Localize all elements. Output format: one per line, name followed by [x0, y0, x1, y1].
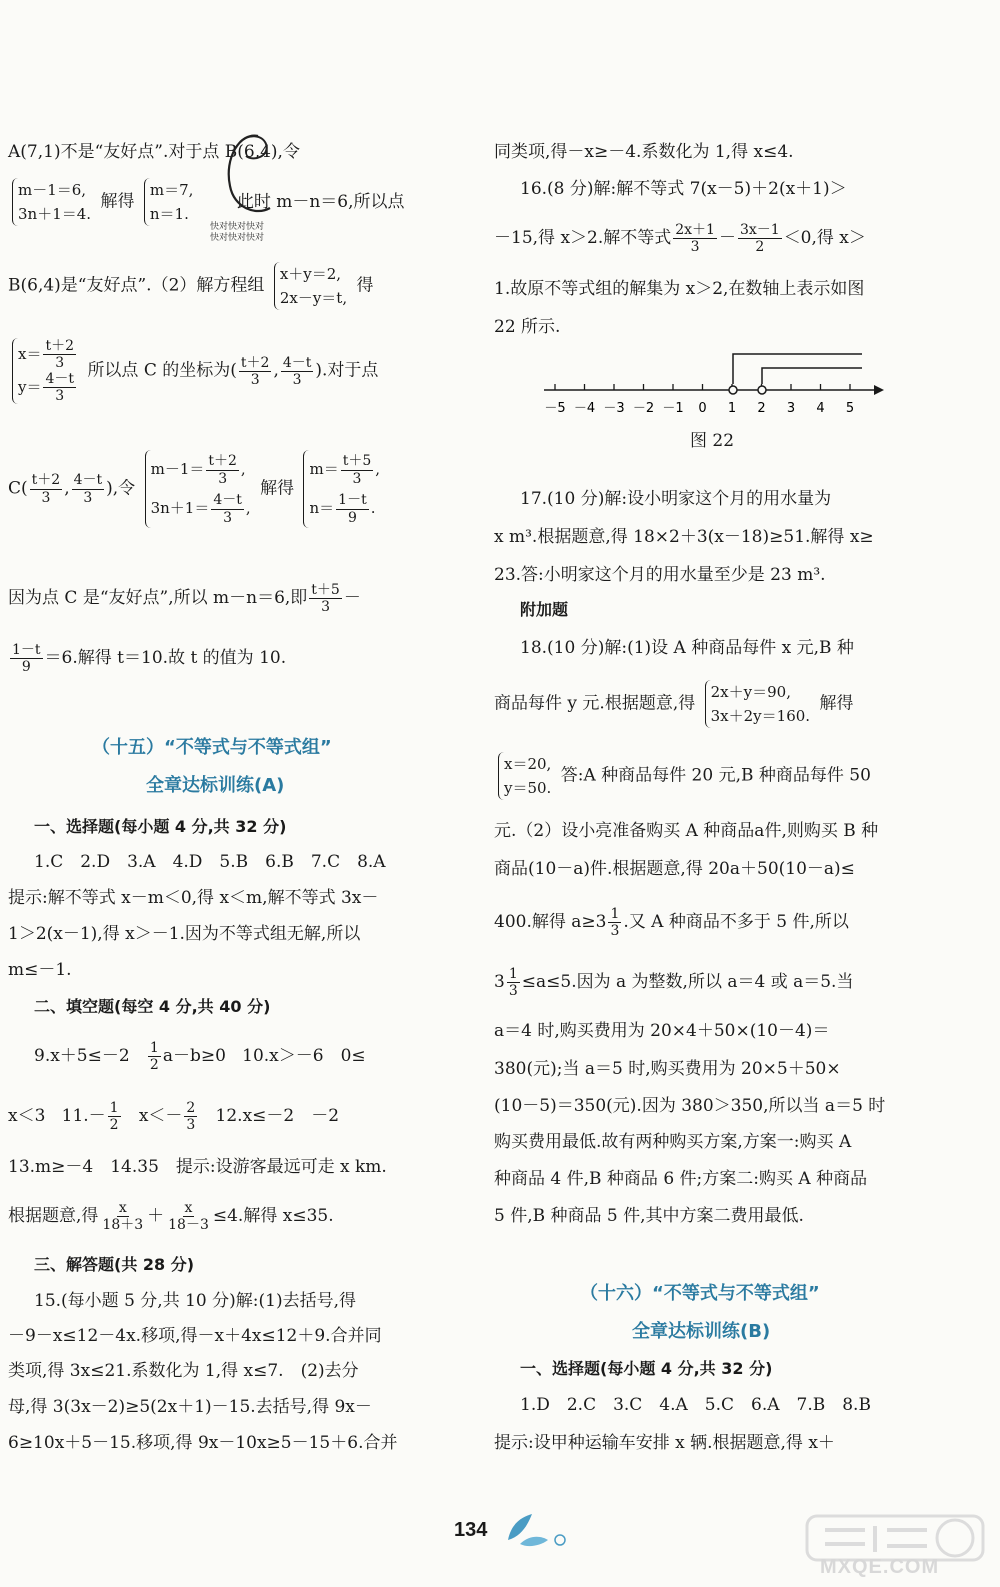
answer-line: 1.D 2.C 3.C 4.A 5.C 6.A 7.B 8.B [520, 1395, 871, 1415]
text-line: 17.(10 分)解:设小明家这个月的用水量为 [520, 489, 832, 509]
watermark-text: MXQE.COM [820, 1556, 940, 1578]
handwritten-scribble [210, 128, 290, 228]
equation-system [12, 178, 91, 226]
text-line: A(7,1)不是“友好点”.对于点 B(6,4),令 [8, 142, 300, 162]
fraction: $\frac{t+2}{3}$ [31, 472, 61, 506]
section-heading: 附加题 [520, 600, 569, 619]
stamp-text: 快对快对快对 快对快对快对 [210, 222, 265, 243]
text: 解得 [260, 478, 295, 499]
figure-caption: 图 22 [690, 431, 735, 451]
text-line: 类项,得 3x≤21.系数化为 1,得 x≤7. (2)去分 [8, 1361, 359, 1381]
fraction: $\frac{x}{18+3}$ [102, 1200, 144, 1234]
equation: n＝1. [149, 205, 189, 223]
equation-system [144, 178, 194, 226]
answer-line: 9.x＋5≤－2 $\frac{1}{2}$ a－b≥0 10.x＞－6 0≤ [34, 1040, 366, 1074]
equation: n＝ $\frac{1-t}{9}$ . [309, 492, 376, 526]
text-line: －15,得 x＞2.解不等式 $\frac{2x+1}{3}$ － $\frac{3x-1}{2}$ ＜0,得 x＞ [494, 222, 866, 256]
equation: m＝7, [149, 181, 194, 199]
equation: x＝ $\frac{t+2}{3}$ [18, 338, 75, 372]
equation: m－1＝ $\frac{t+2}{3}$ , [150, 453, 246, 487]
text-line: 1.故原不等式组的解集为 x＞2,在数轴上表示如图 [494, 279, 865, 299]
fraction: $\frac{3x-1}{2}$ [739, 222, 780, 256]
text-line: 3 $\frac{1}{3}$ ≤a≤5.因为 a 为整数,所以 a＝4 或 a＝5.当 [494, 966, 854, 1000]
tick-label: 1 [727, 401, 737, 416]
section-title: （十五）“不等式与不等式组” [92, 737, 332, 758]
text-line: 同类项,得－x≥－4.系数化为 1,得 x≤4. [494, 142, 794, 162]
tick-label: －4 [573, 401, 596, 416]
fraction: $\frac{1-t}{9}$ [12, 642, 41, 676]
text-line [8, 178, 405, 226]
text-line: $\frac{1-t}{9}$ ＝6.解得 t＝10.故 t 的值为 10. [12, 642, 287, 676]
tick-label: －5 [544, 401, 566, 416]
fraction: $\frac{x}{18-3}$ [168, 1200, 209, 1234]
text: 此时 m－n＝6,所以点 [236, 191, 405, 212]
equation: 2x－y＝t, [279, 289, 348, 307]
fraction: $\frac{1}{2}$ [149, 1040, 159, 1074]
fraction: $\frac{2x+1}{3}$ [675, 222, 715, 256]
equation-system: 2x＋y＝90, 3x＋2y＝160. [705, 680, 810, 728]
section-subtitle: 全章达标训练(B) [632, 1321, 771, 1342]
text-line: 元.（2）设小亮准备购买 A 种商品a件,则购买 B 种 [494, 821, 879, 841]
text-line: a＝4 时,购买费用为 20×4＋50×(10－4)＝ [494, 1021, 830, 1041]
text-line: 23.答:小明家这个月的用水量至少是 23 m³. [494, 565, 826, 585]
equation: 3n＋1＝ $\frac{4-t}{3}$ , [150, 492, 251, 526]
tick-label: 0 [698, 401, 707, 416]
leaf-ornament-icon [502, 1510, 572, 1550]
text-line: 提示:解不等式 x－m＜0,得 x＜m,解不等式 3x－ [8, 888, 379, 908]
text-line: m≤－1. [8, 960, 72, 980]
fraction: $\frac{4-t}{3}$ [73, 472, 103, 506]
question-heading: 一、选择题(每小题 4 分,共 32 分) [520, 1359, 773, 1378]
equation: y＝ $\frac{4-t}{3}$ [18, 371, 75, 405]
page-number: 134 [454, 1519, 488, 1541]
equation-system [145, 450, 251, 528]
text-line: 母,得 3(3x－2)≥5(2x＋1)－15.去括号,得 9x－ [8, 1397, 372, 1417]
text-line: x＝ $\frac{t+2}{3}$ y＝ $\frac{4-t}{3}$ 所以点 C 的坐标为( $\frac{t+2}{3}$ , $\frac{4-t}{3}$ ).对于点 [8, 338, 378, 404]
text-line: 16.(8 分)解:解不等式 7(x－5)＋2(x＋1)＞ [520, 179, 847, 199]
text: ).对于点 [315, 360, 379, 381]
text-line: 因为点 C 是“友好点”,所以 m－n＝6,即 $\frac{t+5}{3}$ － [8, 582, 361, 616]
open-circle [729, 386, 737, 394]
number-line-figure [540, 348, 890, 423]
fraction: $\frac{t+5}{3}$ [311, 582, 340, 616]
tick-label: －2 [632, 401, 655, 416]
text-line: 18.(10 分)解:(1)设 A 种商品每件 x 元,B 种 [520, 638, 854, 658]
equation: x＋y＝2, [279, 265, 342, 283]
tick-label: 3 [786, 401, 796, 416]
equation-system [303, 450, 380, 528]
tick-label: 5 [845, 401, 855, 416]
question-heading: 二、填空题(每空 4 分,共 40 分) [34, 997, 271, 1016]
equation-system: x＝20, y＝50. [498, 752, 551, 800]
text-line: 根据题意,得 $\frac{x}{18+3}$ ＋ $\frac{x}{18-3}$ ≤4.解得 x≤35. [8, 1200, 334, 1234]
text-line: C( $\frac{t+2}{3}$ , $\frac{4-t}{3}$ ),令 m－1＝ $\frac{t+2}{3}$ , 3n＋1＝ $\frac{4-t}{3}$ , 解得 m＝ $\frac{t+5}{3}$ , n＝ $\frac{1-t}{9}$ . [8, 450, 384, 528]
equation: 3n＋1＝4. [18, 205, 92, 223]
answer-line: 1.C 2.D 3.A 4.D 5.B 6.B 7.C 8.A [34, 852, 386, 872]
text-line: 400.解得 a≥3 $\frac{1}{3}$ .又 A 种商品不多于 5 件,所以 [494, 906, 849, 940]
text-line [8, 262, 374, 310]
text-line: 购买费用最低.故有两种购买方案,方案一:购买 A [494, 1132, 852, 1152]
tick-label: －1 [662, 401, 684, 416]
text-line: x m³.根据题意,得 18×2＋3(x－18)≥51.解得 x≥ [494, 527, 874, 547]
text-line: －9－x≤12－4x.移项,得－x＋4x≤12＋9.合并同 [8, 1326, 382, 1346]
fraction: $\frac{2}{3}$ [186, 1100, 196, 1134]
fraction: $\frac{1}{3}$ [610, 906, 620, 940]
fraction: $\frac{t+2}{3}$ [240, 354, 270, 388]
equation: m＝ $\frac{t+5}{3}$ , [309, 453, 381, 487]
equation-system [274, 262, 347, 310]
answer-line: x＜3 11.－ $\frac{1}{2}$ x＜－ $\frac{2}{3}$ 12.x≤－2 －2 [8, 1100, 340, 1134]
text-line: 1＞2(x－1),得 x＞－1.因为不等式组无解,所以 [8, 924, 361, 944]
tick-label: 4 [816, 401, 825, 416]
text-line: 15.(每小题 5 分,共 10 分)解:(1)去括号,得 [34, 1291, 356, 1311]
text-line: x＝20, y＝50. 答:A 种商品每件 20 元,B 种商品每件 50 [494, 752, 871, 800]
question-heading: 一、选择题(每小题 4 分,共 32 分) [34, 817, 287, 836]
text-line: 商品每件 y 元.根据题意,得 2x＋y＝90, 3x＋2y＝160. 解得 [494, 680, 853, 728]
text-line: 6≥10x＋5－15.移项,得 9x－10x≥5－15＋6.合并 [8, 1433, 398, 1453]
section-subtitle: 全章达标训练(A) [146, 775, 285, 796]
fraction: $\frac{1}{3}$ [508, 966, 518, 1000]
text: 所以点 C 的坐标为( [87, 360, 237, 381]
text: B(6,4)是“友好点”.（2）解方程组 [8, 275, 265, 296]
question-heading: 三、解答题(共 28 分) [34, 1255, 195, 1274]
text-line: 5 件,B 种商品 5 件,其中方案二费用最低. [494, 1206, 804, 1226]
text-line: 种商品 4 件,B 种商品 6 件;方案二:购买 A 种商品 [494, 1169, 868, 1189]
text-line: 22 所示. [494, 317, 561, 337]
equation-system [12, 338, 78, 404]
tick-label: －3 [603, 401, 625, 416]
tick-label: 2 [757, 401, 766, 416]
section-title: （十六）“不等式与不等式组” [580, 1283, 820, 1304]
text: 解得 [100, 191, 135, 212]
fraction: $\frac{4-t}{3}$ [282, 354, 312, 388]
text: 得 [356, 275, 374, 296]
text-line: (10－5)＝350(元).因为 380＞350,所以当 a＝5 时 [494, 1096, 886, 1116]
arrow-head-icon [874, 385, 884, 395]
equation: m－1＝6, [18, 181, 87, 199]
open-circle [758, 386, 766, 394]
fraction: $\frac{1}{2}$ [109, 1100, 119, 1134]
text-line: 380(元);当 a＝5 时,购买费用为 20×5＋50× [494, 1059, 841, 1079]
text-line: 13.m≥－4 14.35 提示:设游客最远可走 x km. [8, 1157, 387, 1177]
text-line: 提示:设甲种运输车安排 x 辆.根据题意,得 x＋ [494, 1433, 835, 1453]
text-line: 商品(10－a)件.根据题意,得 20a＋50(10－a)≤ [494, 859, 855, 879]
